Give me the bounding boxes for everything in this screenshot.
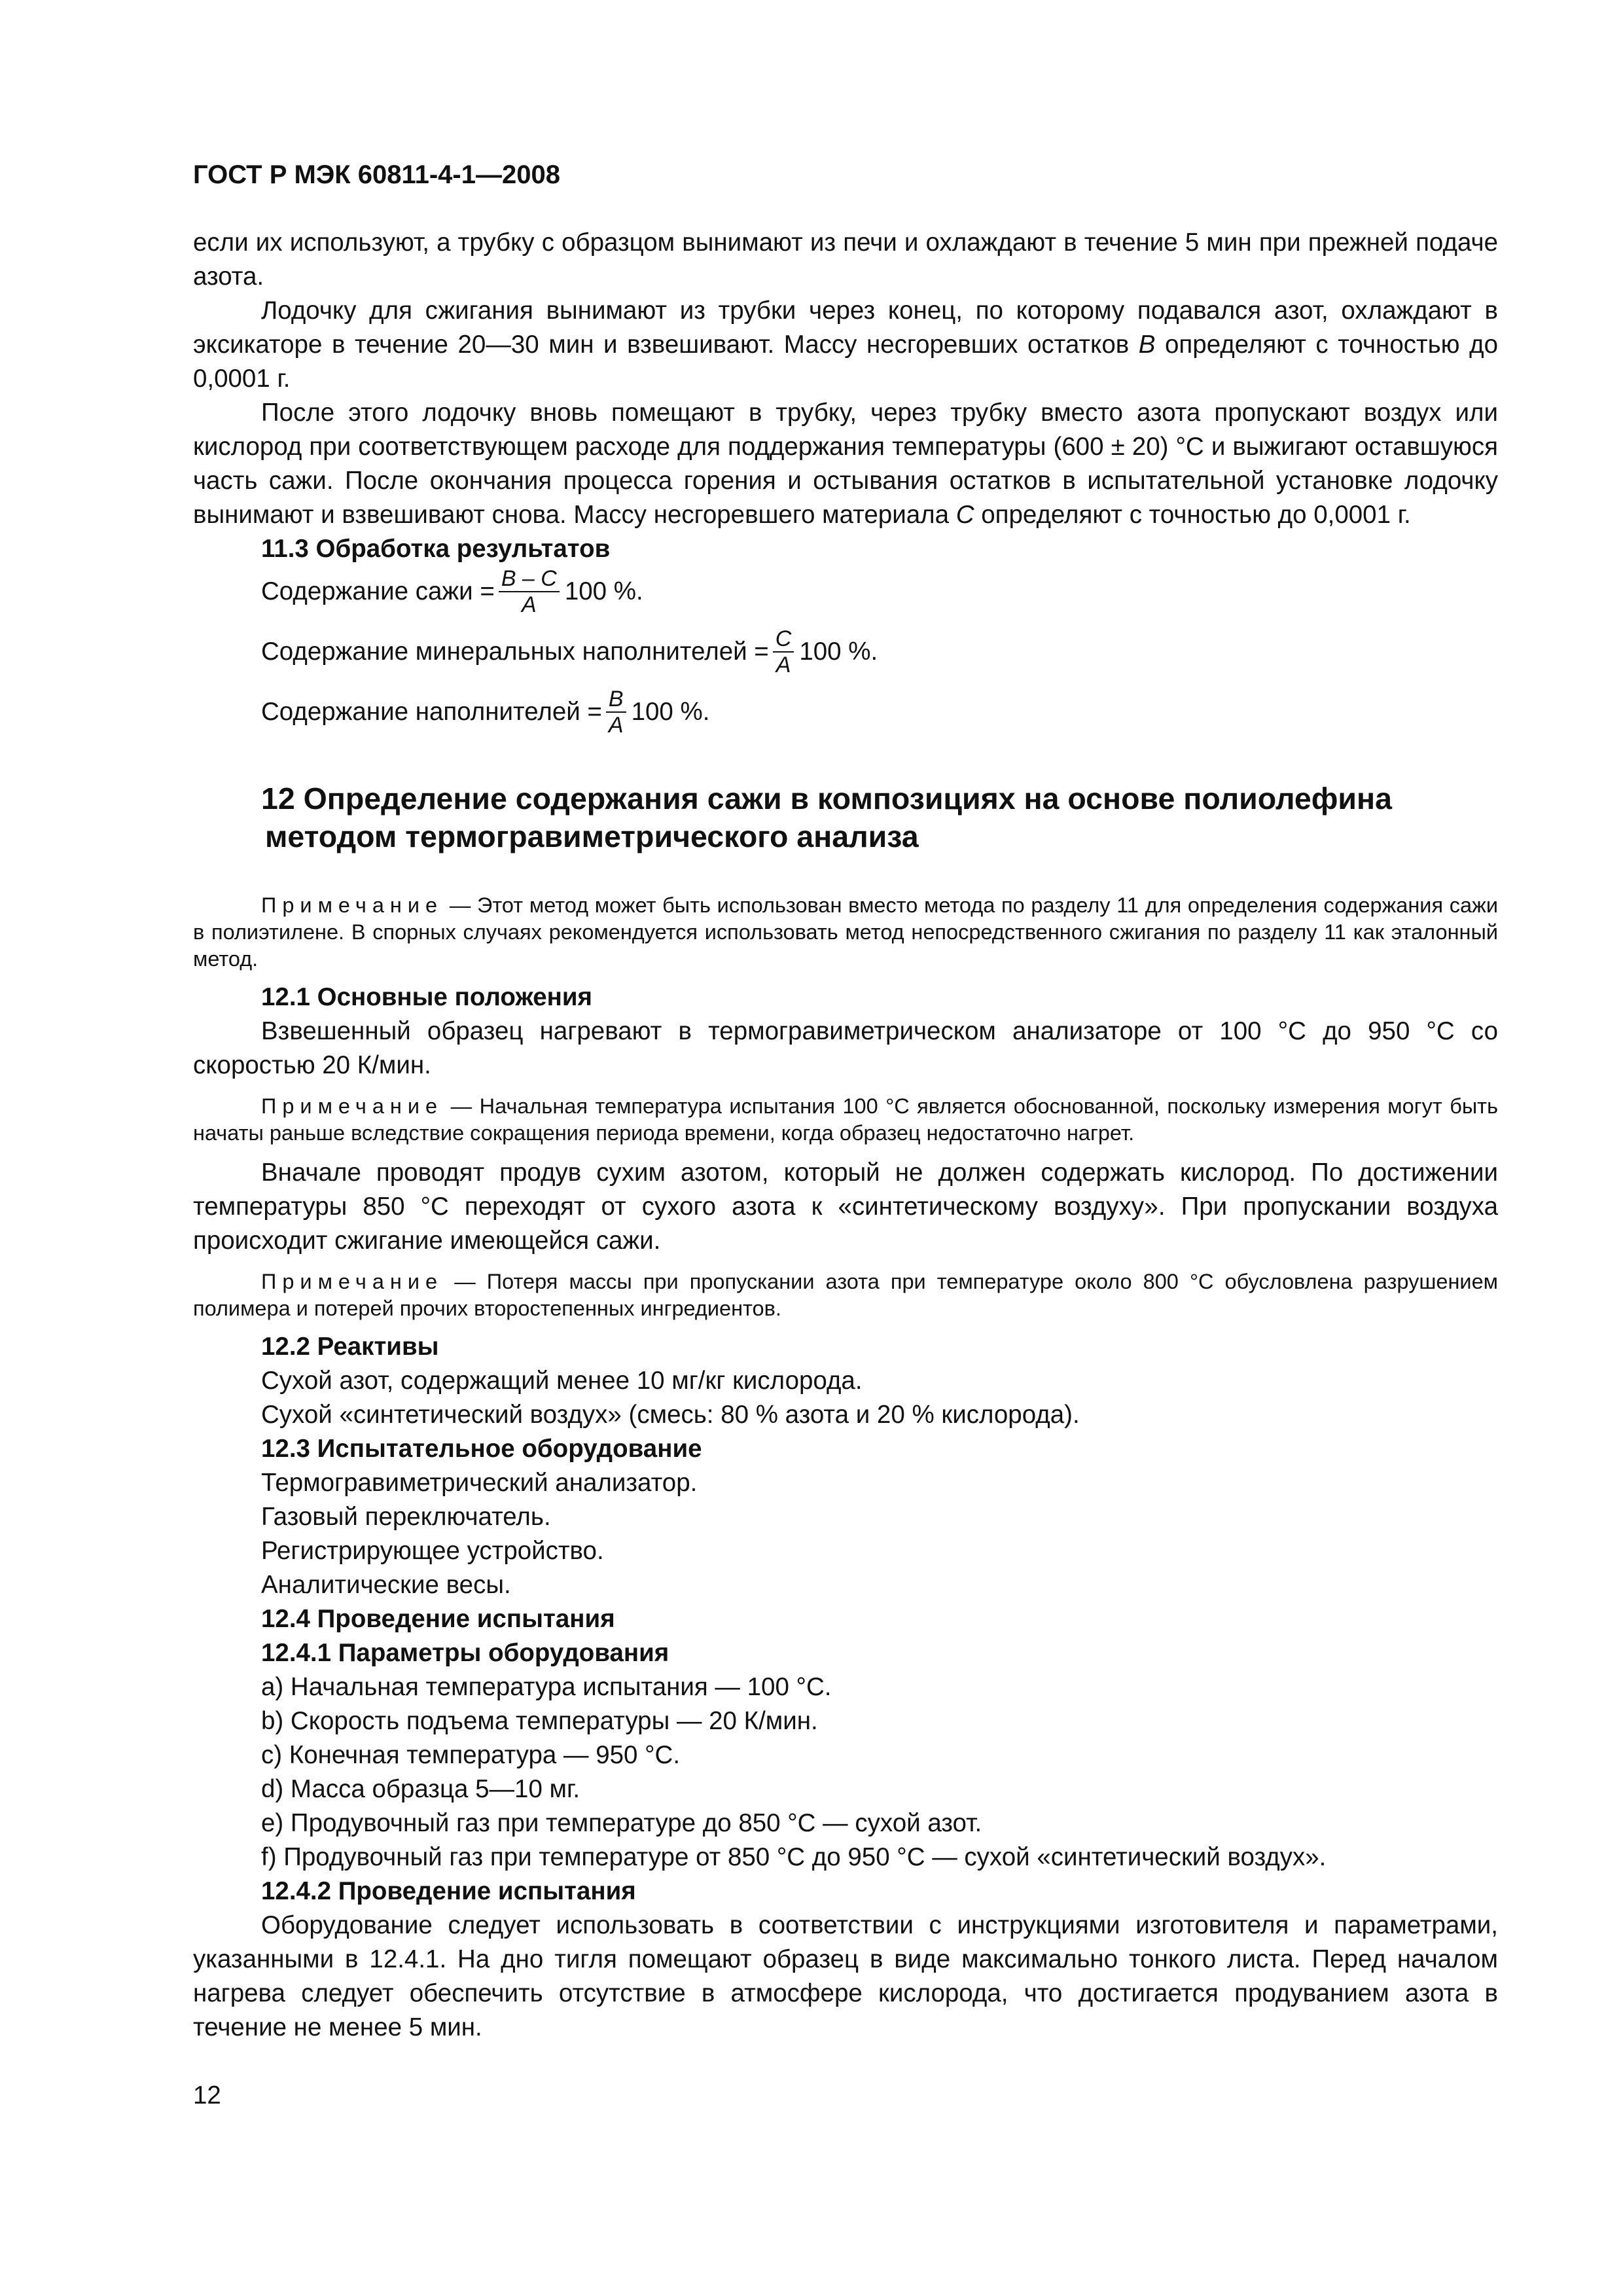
section-heading-12-4-2: 12.4.2 Проведение испытания [261, 1877, 636, 1905]
formula-tail: 100 %. [799, 637, 878, 666]
document-body [193, 226, 1498, 2045]
parameter-item: b) Скорость подъема температуры — 20 К/мин. [261, 1707, 818, 1735]
numerator: B – C [499, 566, 560, 592]
section-heading-12-2: 12.2 Реактивы [261, 1333, 439, 1361]
parameter-item: f) Продувочный газ при температуре от 850 °C до 950 °C — сухой «синтетический воздух». [261, 1843, 1327, 1871]
text: Лодочку для сжигания вынимают из трубки через конец, по которому подавался азот, охлаждают в эксикаторе в течение 20—30 мин и взвешивают. Массу несгоревших остатков [193, 296, 1498, 359]
equipment-item: Газовый переключатель. [261, 1503, 551, 1531]
section-heading-12-1: 12.1 Основные положения [261, 983, 593, 1011]
formula-tail: 100 %. [631, 698, 710, 726]
equipment-item: Регистрирующее устройство. [261, 1537, 604, 1565]
note-label: Примечание [261, 1094, 444, 1118]
paragraph-continuation: если их используют, а трубку с образцом вынимают из печи и охлаждают в течение 5 мин при прежней подаче азота. [193, 228, 1498, 291]
section-heading-12-3: 12.3 Испытательное оборудование [261, 1435, 702, 1463]
reagent-item: Сухой азот, содержащий менее 10 мг/кг кислорода. [261, 1367, 863, 1395]
reagent-item: Сухой «синтетический воздух» (смесь: 80 % азота и 20 % кислорода). [261, 1401, 1080, 1429]
formula-mineral [193, 626, 1498, 677]
formula-label: Содержание минеральных наполнителей = [261, 637, 769, 666]
paragraph-12-1-purge: Вначале проводят продув сухим азотом, который не должен содержать кислород. По достижении температуры 850 °C переходят от сухого азота к «синтетическому воздуху». При пропускании воздуха происходит сжигание имеющейся сажи. [193, 1158, 1498, 1255]
note-text: — Этот метод может быть использован вместо метода по разделу 11 для определения содержания сажи в полиэтилене. В спорных случаях рекомендуется использовать метод непосредственного сжигания по разделу 11 как эталонный метод. [193, 893, 1498, 971]
paragraph-12-4-2: Оборудование следует использовать в соответствии с инструкциями изготовителя и параметрами, указанными в 12.4.1. На дно тигля помещают образец в виде максимально тонкого листа. Перед началом нагрева следует обеспечить отсутствие в атмосфере кислорода, что достигается продуванием азота в течение не менее 5 мин. [193, 1911, 1498, 2041]
note-1 [193, 892, 1498, 973]
text: определяют с точностью до 0,0001 г. [193, 331, 1498, 393]
section-heading-12-4: 12.4 Проведение испытания [261, 1605, 615, 1633]
variable-b: B [1138, 331, 1156, 359]
variable-c: C [955, 501, 974, 529]
numerator: B [606, 687, 626, 713]
formula-label: Содержание сажи = [261, 577, 495, 605]
paragraph-boat-weighing [193, 294, 1498, 396]
paragraph-burning [193, 396, 1498, 532]
text: определяют с точностью до 0,0001 г. [974, 501, 1411, 529]
fraction [773, 626, 794, 677]
section-heading-12-4-1: 12.4.1 Параметры оборудования [261, 1639, 669, 1667]
denominator: A [608, 713, 624, 738]
note-text: — Потеря массы при пропускании азота при температуре около 800 °C обусловлена разрушением полимера и потерей прочих второстепенных ингредиентов. [193, 1270, 1498, 1320]
note-text: — Начальная температура испытания 100 °C является обоснованной, поскольку измерения могут быть начаты раньше вследствие сокращения периода времени, когда образец недостаточно нагрет. [193, 1094, 1498, 1145]
section-heading-line: 12 Определение содержания сажи в композициях на основе полиолефина [261, 781, 1392, 816]
formula-tail: 100 %. [564, 577, 643, 605]
denominator: A [776, 653, 791, 677]
parameter-item: e) Продувочный газ при температуре до 850 °C — сухой азот. [261, 1809, 982, 1837]
formula-label: Содержание наполнителей = [261, 698, 602, 726]
page-number: 12 [193, 2081, 221, 2109]
paragraph-12-1: Взвешенный образец нагревают в термогравиметрическом анализаторе от 100 °C до 950 °C со скоростью 20 К/мин. [193, 1017, 1498, 1079]
section-heading-12 [193, 780, 1498, 855]
section-heading-11-3: 11.3 Обработка результатов [261, 535, 611, 563]
numerator: C [773, 626, 794, 653]
text: После этого лодочку вновь помещают в трубку, через трубку вместо азота пропускают воздух или кислород при соответствующем расходе для поддержания температуры (600 ± 20) °C и выжигают оставшуюся часть сажи. После окончания процесса горения и остывания остатков в испытательной установке лодочку вынимают и взвешивают снова. Массу несгоревшего материала [193, 399, 1498, 529]
section-heading-line: методом термогравиметрического анализа [265, 819, 919, 853]
denominator: A [521, 592, 537, 617]
note-label: Примечание [261, 893, 444, 917]
fraction [606, 687, 626, 738]
parameter-item: c) Конечная температура — 950 °C. [261, 1741, 681, 1769]
equipment-item: Термогравиметрический анализатор. [261, 1469, 698, 1497]
formula-fillers [193, 687, 1498, 738]
document-header: ГОСТ Р МЭК 60811-4-1—2008 [193, 160, 560, 189]
equipment-item: Аналитические весы. [261, 1571, 511, 1599]
note-3 [193, 1268, 1498, 1322]
parameter-item: a) Начальная температура испытания — 100 °C. [261, 1673, 832, 1701]
parameter-item: d) Масса образца 5—10 мг. [261, 1775, 580, 1803]
note-label: Примечание [261, 1270, 444, 1293]
fraction [499, 566, 560, 617]
note-2 [193, 1093, 1498, 1147]
formula-soot [193, 566, 1498, 617]
